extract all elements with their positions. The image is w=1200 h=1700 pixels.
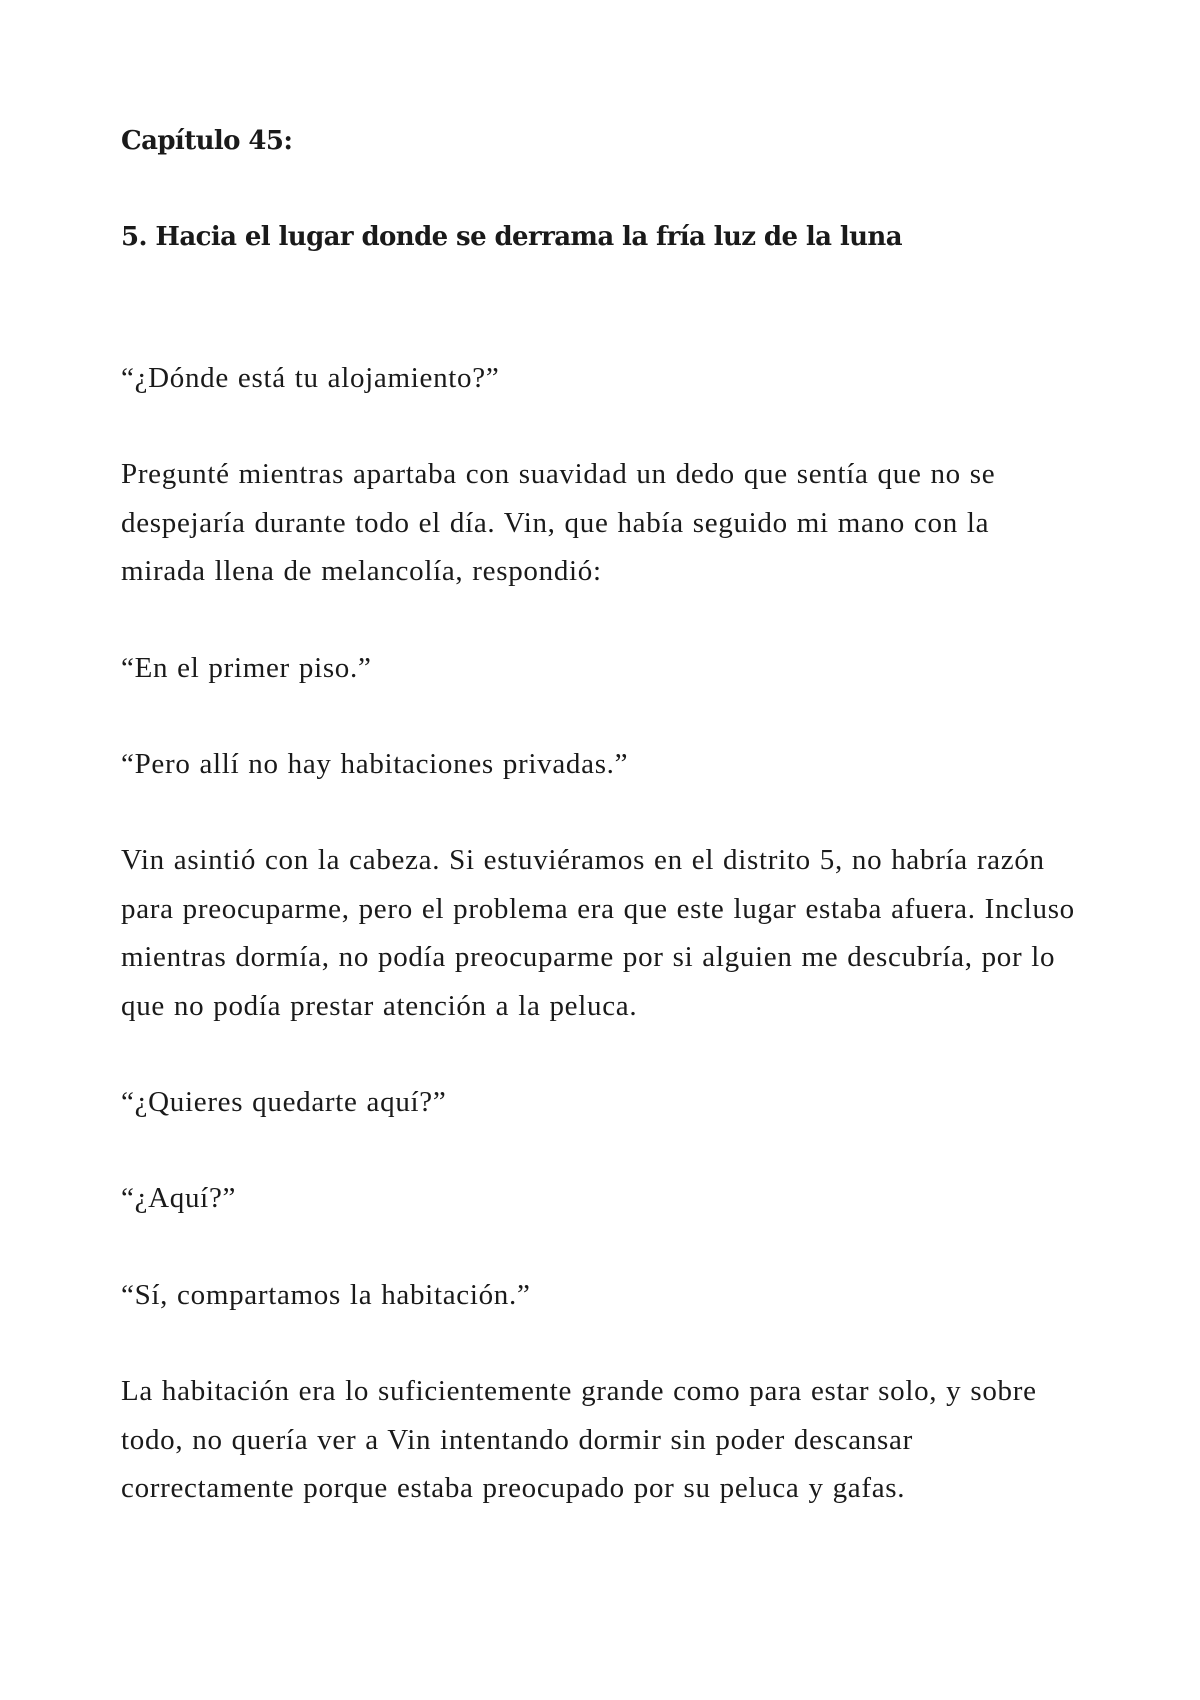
paragraph: “¿Dónde está tu alojamiento?” bbox=[121, 362, 500, 394]
chapter-title: Capítulo 45: bbox=[121, 126, 293, 156]
paragraph: “Pero allí no hay habitaciones privadas.” bbox=[121, 748, 629, 781]
document-page bbox=[121, 122, 1081, 1513]
paragraph: “¿Aquí?” bbox=[121, 1182, 237, 1215]
paragraph: Vin asintió con la cabeza. Si estuviéramos en el distrito 5, no habría razón para preocuparme, pero el problema era que este lugar estaba afuera. Incluso mientras dormía, no podía preocuparme por si alguien me descubría, por lo que no podía prestar atención a la peluca. bbox=[121, 844, 1075, 1022]
paragraph: “¿Quieres quedarte aquí?” bbox=[121, 1086, 447, 1119]
paragraph: La habitación era lo suficientemente grande como para estar solo, y sobre todo, no quería ver a Vin intentando dormir sin poder descansar correctamente porque estaba preocupado por su peluca y gafas. bbox=[121, 1375, 1037, 1505]
paragraph: Pregunté mientras apartaba con suavidad un dedo que sentía que no se despejaría durante todo el día. Vin, que había seguido mi mano con la mirada llena de melancolía, respondió: bbox=[121, 458, 996, 588]
paragraph: “En el primer piso.” bbox=[121, 651, 372, 684]
paragraph: “Sí, compartamos la habitación.” bbox=[121, 1278, 531, 1311]
section-title: 5. Hacia el lugar donde se derrama la fría luz de la luna bbox=[121, 222, 902, 252]
